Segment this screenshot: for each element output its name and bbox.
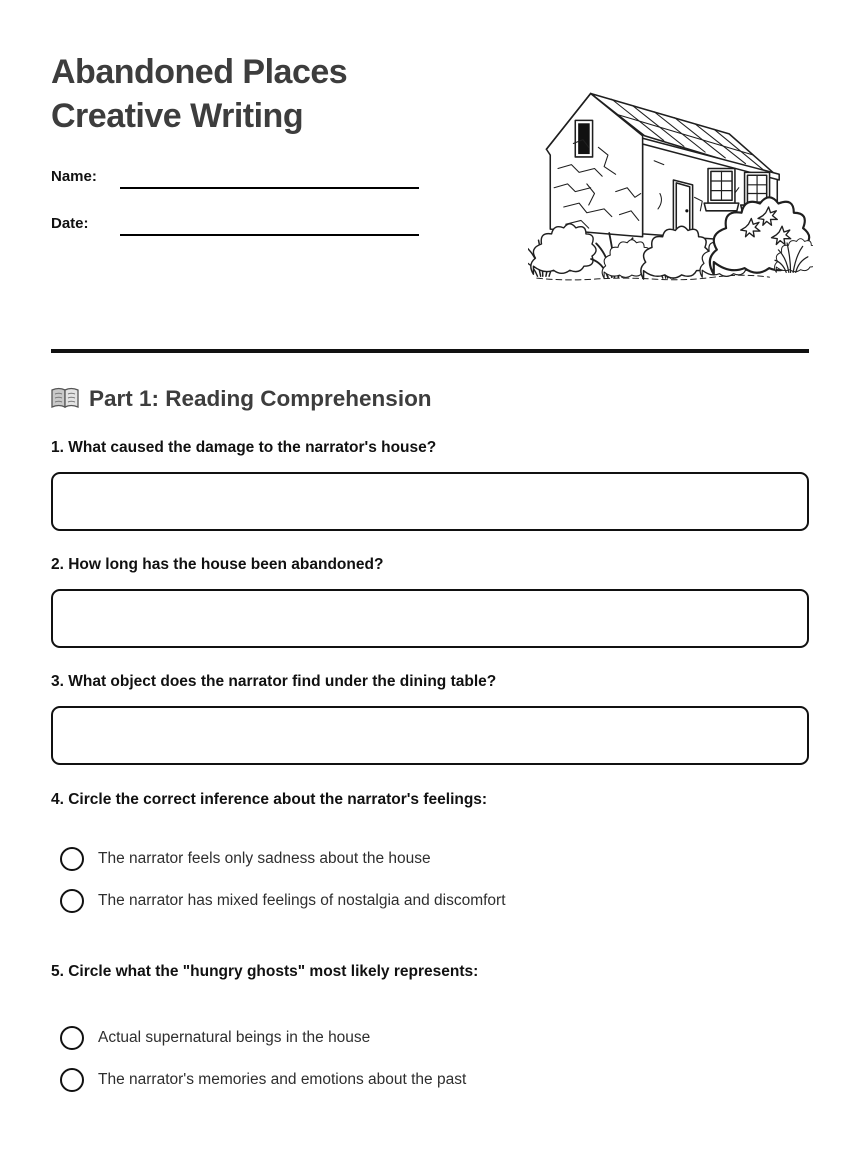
part1-heading-text: Part 1: Reading Comprehension xyxy=(89,386,432,412)
q5-option-1-label: Actual supernatural beings in the house xyxy=(98,1029,371,1047)
q4-option-2-radio[interactable] xyxy=(60,889,84,913)
name-label: Name: xyxy=(51,168,97,186)
abandoned-house-line-art-svg xyxy=(528,80,813,282)
q4-option-2-row xyxy=(51,889,809,913)
date-field-row xyxy=(51,212,419,236)
date-label: Date: xyxy=(51,215,89,233)
open-book-icon xyxy=(51,387,79,411)
abandoned-house-illustration xyxy=(528,80,813,282)
question-3-label: 3. What object does the narrator find under the dining table? xyxy=(51,673,497,691)
question-2-label: 2. How long has the house been abandoned? xyxy=(51,556,384,574)
name-field-row xyxy=(51,165,419,189)
question-4-options xyxy=(51,847,809,913)
q4-option-1-radio[interactable] xyxy=(60,847,84,871)
page-title-line1: Abandoned Places xyxy=(51,53,348,91)
answer-box-1[interactable] xyxy=(51,472,809,531)
answer-box-2[interactable] xyxy=(51,589,809,648)
name-input[interactable] xyxy=(120,165,419,189)
q5-option-2-label: The narrator's memories and emotions about the past xyxy=(98,1071,467,1089)
q5-option-1-radio[interactable] xyxy=(60,1026,84,1050)
question-1-label: 1. What caused the damage to the narrator's house? xyxy=(51,439,437,457)
q4-option-1-label: The narrator feels only sadness about the house xyxy=(98,850,431,868)
q4-option-2-label: The narrator has mixed feelings of nostalgia and discomfort xyxy=(98,892,506,910)
q5-option-2-radio[interactable] xyxy=(60,1068,84,1092)
question-4-label: 4. Circle the correct inference about the narrator's feelings: xyxy=(51,791,488,809)
page-title-line2: Creative Writing xyxy=(51,97,304,136)
q5-option-1-row xyxy=(51,1026,809,1050)
date-input[interactable] xyxy=(120,212,419,236)
section-divider xyxy=(51,349,809,353)
question-5-options xyxy=(51,1026,809,1092)
answer-box-3[interactable] xyxy=(51,706,809,765)
q4-option-1-row xyxy=(51,847,809,871)
part1-heading xyxy=(51,386,809,412)
q5-option-2-row xyxy=(51,1068,809,1092)
question-5-label: 5. Circle what the "hungry ghosts" most likely represents: xyxy=(51,963,479,981)
